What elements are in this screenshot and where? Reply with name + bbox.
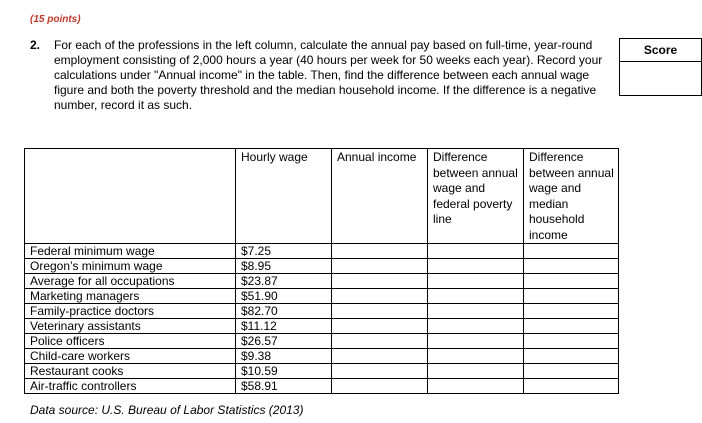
diff-poverty-cell[interactable] — [428, 319, 524, 334]
header-diff-median: Difference between annual wage and median household income — [524, 149, 619, 244]
wage-table — [24, 148, 619, 394]
annual-income-cell[interactable] — [332, 349, 428, 364]
annual-income-cell[interactable] — [332, 379, 428, 394]
table-header-row — [25, 149, 619, 244]
profession-cell: Restaurant cooks — [25, 364, 236, 379]
table-row — [25, 289, 619, 304]
annual-income-cell[interactable] — [332, 289, 428, 304]
table-row — [25, 364, 619, 379]
diff-median-cell[interactable] — [524, 289, 619, 304]
question-text: For each of the professions in the left column, calculate the annual pay based on full-time, year-round employment consisting of 2,000 hours a year (40 hours per week for 50 weeks each year). Record your calculations under "Annual income" in the table. Then, find the difference between each annual wage figure and both the poverty threshold and the median household income. If the difference is a negative number, record it as such. — [54, 38, 603, 112]
diff-poverty-cell[interactable] — [428, 259, 524, 274]
header-annual-income: Annual income — [332, 149, 428, 244]
table-row — [25, 334, 619, 349]
hourly-wage-cell: $9.38 — [236, 349, 332, 364]
profession-cell: Oregon’s minimum wage — [25, 259, 236, 274]
table-row — [25, 274, 619, 289]
diff-poverty-cell[interactable] — [428, 244, 524, 259]
table-row — [25, 304, 619, 319]
diff-median-cell[interactable] — [524, 364, 619, 379]
profession-cell: Veterinary assistants — [25, 319, 236, 334]
diff-poverty-cell[interactable] — [428, 289, 524, 304]
table-row — [25, 244, 619, 259]
data-source-note: Data source: U.S. Bureau of Labor Statistics (2013) — [30, 403, 304, 417]
hourly-wage-cell: $7.25 — [236, 244, 332, 259]
annual-income-cell[interactable] — [332, 364, 428, 379]
diff-median-cell[interactable] — [524, 319, 619, 334]
header-diff-poverty: Difference between annual wage and federal poverty line — [428, 149, 524, 244]
hourly-wage-cell: $58.91 — [236, 379, 332, 394]
annual-income-cell[interactable] — [332, 259, 428, 274]
profession-cell: Family-practice doctors — [25, 304, 236, 319]
annual-income-cell[interactable] — [332, 319, 428, 334]
hourly-wage-cell: $51.90 — [236, 289, 332, 304]
header-profession — [25, 149, 236, 244]
score-entry-area[interactable] — [620, 62, 701, 96]
question-number: 2. — [30, 38, 41, 52]
hourly-wage-cell: $8.95 — [236, 259, 332, 274]
diff-poverty-cell[interactable] — [428, 349, 524, 364]
table-row — [25, 379, 619, 394]
profession-cell: Average for all occupations — [25, 274, 236, 289]
diff-median-cell[interactable] — [524, 334, 619, 349]
annual-income-cell[interactable] — [332, 334, 428, 349]
hourly-wage-cell: $23.87 — [236, 274, 332, 289]
profession-cell: Marketing managers — [25, 289, 236, 304]
diff-poverty-cell[interactable] — [428, 274, 524, 289]
diff-poverty-cell[interactable] — [428, 334, 524, 349]
diff-poverty-cell[interactable] — [428, 364, 524, 379]
diff-median-cell[interactable] — [524, 274, 619, 289]
points-label: (15 points) — [30, 14, 81, 25]
profession-cell: Child-care workers — [25, 349, 236, 364]
profession-cell: Police officers — [25, 334, 236, 349]
diff-median-cell[interactable] — [524, 244, 619, 259]
hourly-wage-cell: $26.57 — [236, 334, 332, 349]
diff-median-cell[interactable] — [524, 349, 619, 364]
score-label: Score — [620, 39, 701, 62]
hourly-wage-cell: $11.12 — [236, 319, 332, 334]
diff-median-cell[interactable] — [524, 379, 619, 394]
profession-cell: Air-traffic controllers — [25, 379, 236, 394]
profession-cell: Federal minimum wage — [25, 244, 236, 259]
table-row — [25, 319, 619, 334]
diff-poverty-cell[interactable] — [428, 379, 524, 394]
table-row — [25, 349, 619, 364]
table-row — [25, 259, 619, 274]
hourly-wage-cell: $10.59 — [236, 364, 332, 379]
annual-income-cell[interactable] — [332, 274, 428, 289]
score-box — [619, 38, 702, 96]
header-hourly-wage: Hourly wage — [236, 149, 332, 244]
annual-income-cell[interactable] — [332, 304, 428, 319]
diff-median-cell[interactable] — [524, 304, 619, 319]
diff-median-cell[interactable] — [524, 259, 619, 274]
diff-poverty-cell[interactable] — [428, 304, 524, 319]
annual-income-cell[interactable] — [332, 244, 428, 259]
hourly-wage-cell: $82.70 — [236, 304, 332, 319]
